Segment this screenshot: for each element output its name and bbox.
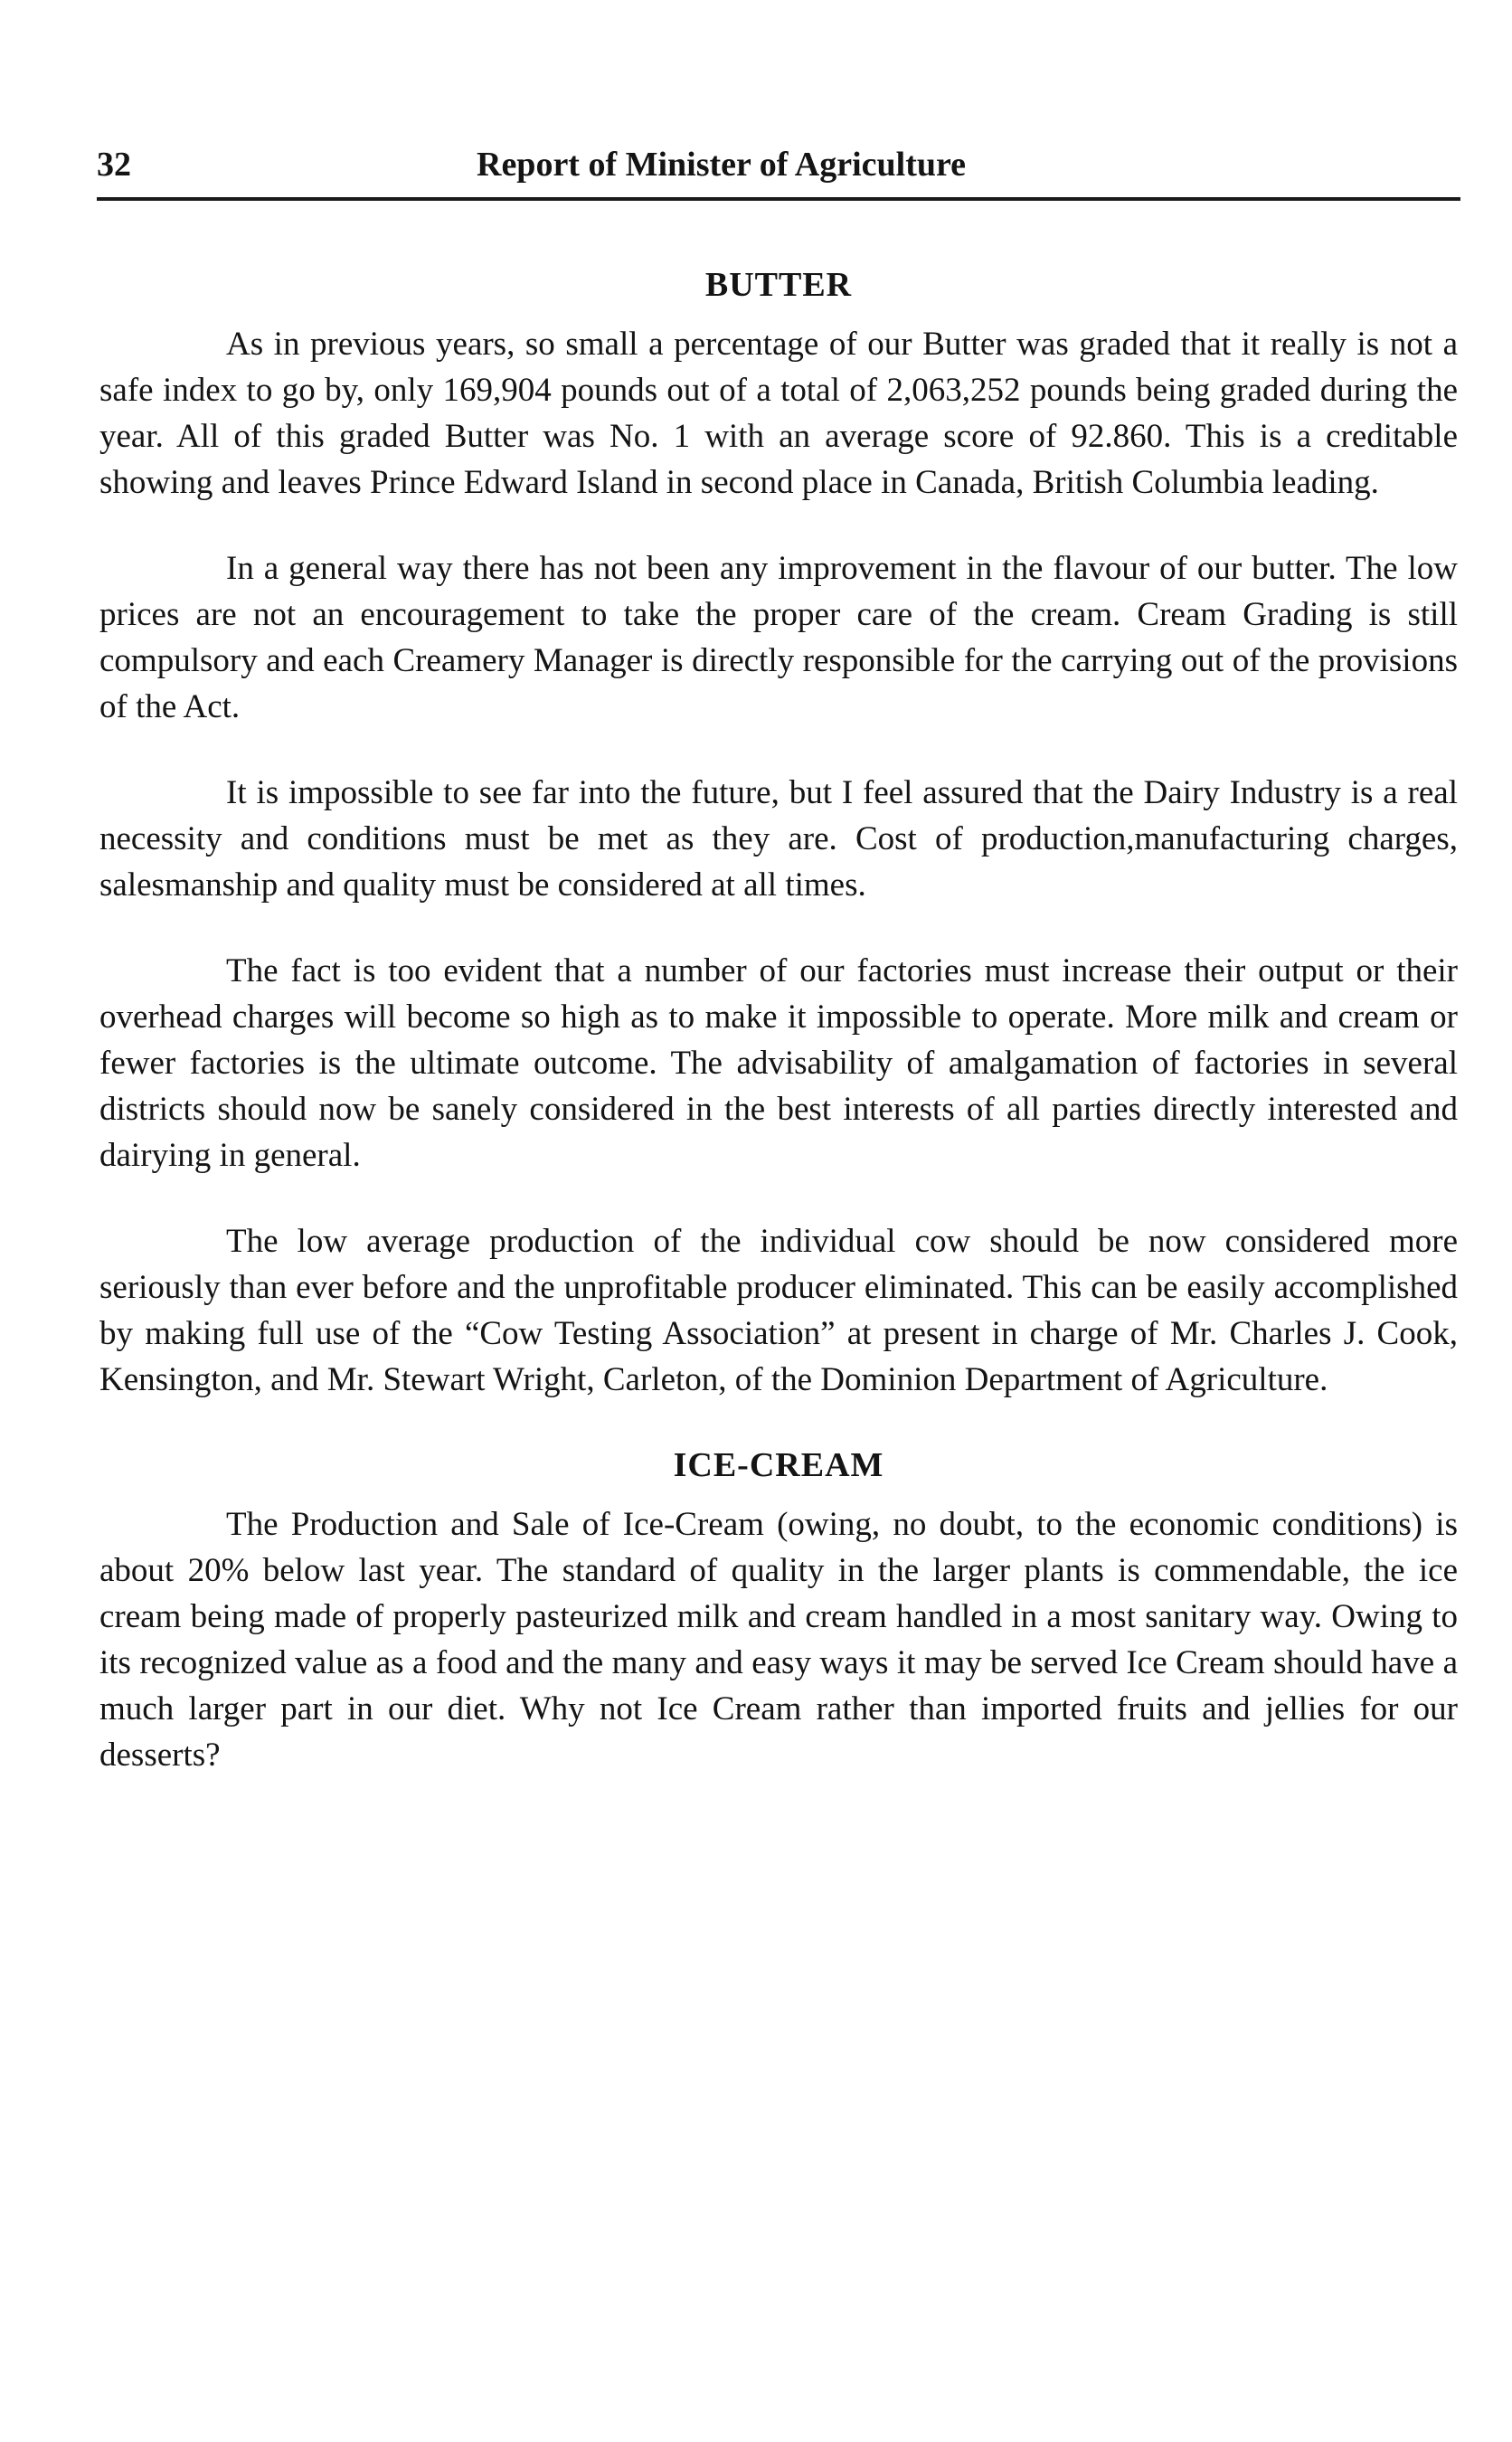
section-ice-cream xyxy=(99,1443,1458,1778)
running-title: Report of Minister of Agriculture xyxy=(477,146,967,184)
paragraph: The low average production of the individual cow should be now considered more seriously than ever before and the unprofitable producer eliminated. This can be easily accomplished by making full use of the “Cow Testing Association” at present in charge of Mr. Charles J. Cook, Kensington, and Mr. Stewart Wright, Carleton, of the Dominion Department of Agriculture. xyxy=(99,1223,1458,1398)
section-butter xyxy=(99,262,1458,1403)
paragraph: As in previous years, so small a percentage of our Butter was graded that it really is not a safe index to go by, only 169,904 pounds out of a total of 2,063,252 pounds being graded during the year. All of this graded Butter was No. 1 with an average score of 92.860. This is a creditable showing and leaves Prince Edward Island in second place in Canada, British Columbia leading. xyxy=(99,326,1458,501)
paragraph: It is impossible to see far into the future, but I feel assured that the Dairy Industry is a real necessity and conditions must be met as they are. Cost of production,manufacturing charges, salesmanship and quality must be considered at all times. xyxy=(99,774,1458,904)
section-heading: BUTTER xyxy=(704,266,853,304)
header-rule xyxy=(97,197,1460,201)
page-body xyxy=(99,262,1458,1778)
page-header xyxy=(97,137,1460,192)
paragraph: In a general way there has not been any improvement in the flavour of our butter. The low prices are not an encouragement to take the proper care of the cream. Cream Grading is still compulsory and each Creamery Manager is directly responsible for the carrying out of the provisions of the Act. xyxy=(99,550,1458,725)
page-number: 32 xyxy=(97,146,131,184)
paragraph: The Production and Sale of Ice-Cream (owing, no doubt, to the economic conditions) is about 20% below last year. The standard of quality in the larger plants is commendable, the ice cream being made of properly pasteurized milk and cream handled in a most sanitary way. Owing to its recognized value as a food and the many and easy ways it may be served Ice Cream should have a much larger part in our diet. Why not Ice Cream rather than imported fruits and jellies for our desserts? xyxy=(99,1506,1458,1774)
section-heading: ICE-CREAM xyxy=(673,1446,884,1484)
paragraph: The fact is too evident that a number of our factories must increase their output or their overhead charges will become so high as to make it impossible to operate. More milk and cream or fewer factories is the ultimate outcome. The advisability of amalgamation of factories in several districts should now be sanely considered in the best interests of all parties directly interested and dairying in general. xyxy=(99,952,1458,1174)
